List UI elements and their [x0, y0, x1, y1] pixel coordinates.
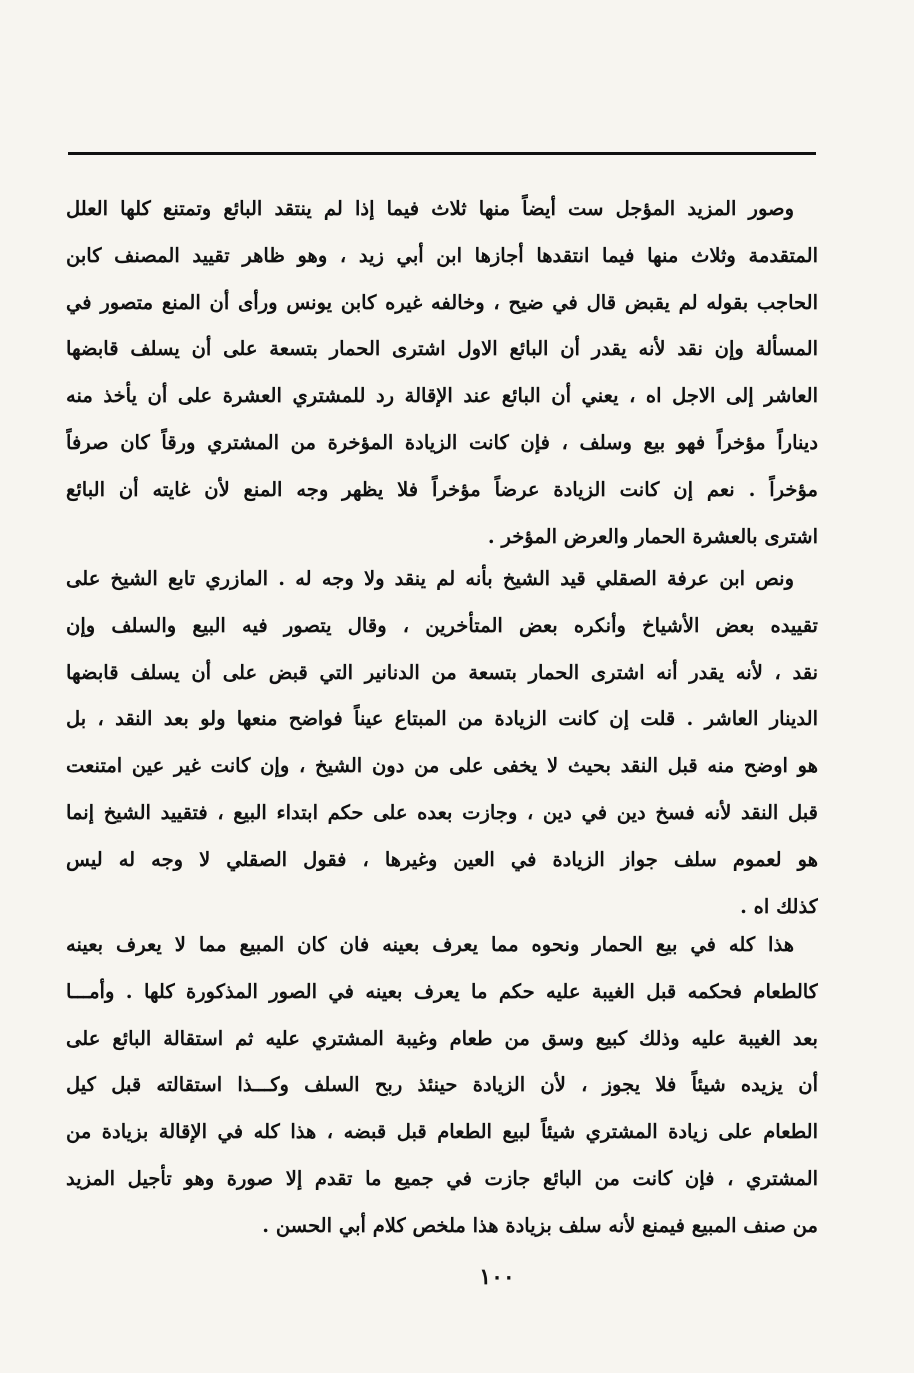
text-line: مؤخراً . نعم إن كانت الزيادة عرضاً مؤخراً فلا يظهر وجه المنع لأن غايته أن البائع [66, 477, 818, 501]
page-number: ١٠٠ [479, 1264, 515, 1290]
text-line: الحاجب بقوله لم يقبض قال في ضيح ، وخالفه غيره كابن يونس ورأى أن المنع متصور في [66, 290, 818, 314]
text-line: قبل النقد لأنه فسخ دين في دين ، وجازت بعده على حكم ابتداء البيع ، فتقييد الشيخ إنما [66, 800, 818, 824]
text-line: وصور المزيد المؤجل ست أيضاً منها ثلاث فيما إذا لم ينتقد البائع وتمتنع كلها العلل [66, 197, 794, 220]
text-line: العاشر إلى الاجل اه ، يعني أن البائع عند الإقالة رد للمشتري العشرة على أن يأخذ منه [66, 384, 818, 408]
header-rule [68, 152, 816, 155]
text-line: أن يزيده شيئاً فلا يجوز ، لأن الزيادة حينئذ ربح السلف وكـــذا استقالته قبل كيل [66, 1073, 818, 1097]
paragraph-2 [66, 556, 818, 930]
text-line: المسألة وإن نقد لأنه يقدر أن البائع الاول اشترى الحمار بتسعة على أن يسلف قابضها [66, 337, 818, 361]
text-line: كذلك اه . [740, 894, 818, 918]
text-line: تقييده بعض الأشياخ وأنكره بعض المتأخرين ، وقال يتصور فيه البيع والسلف وإن [66, 613, 818, 637]
text-line: ونص ابن عرفة الصقلي قيد الشيخ بأنه لم ينقد ولا وجه له . المازري تابع الشيخ على [66, 567, 794, 590]
text-line: المشتري ، فإن كانت من البائع جازت في جميع ما تقدم إلا صورة وهو تأجيل المزيد [66, 1166, 818, 1190]
text-line: المتقدمة وثلاث منها فيما انتقدها أجازها ابن أبي زيد ، وهو ظاهر تقييد المصنف كابن [66, 243, 818, 267]
text-line: ديناراً مؤخراً فهو بيع وسلف ، فإن كانت الزيادة المؤخرة من المشتري ورقاً كان صرفاً [66, 430, 818, 454]
text-line: هو اوضح منه قبل النقد بحيث لا يخفى على من دون الشيخ ، وإن كانت غير عين امتنعت [66, 754, 818, 778]
text-line: اشترى بالعشرة الحمار والعرض المؤخر . [487, 524, 818, 548]
text-line: من صنف المبيع فيمنع لأنه سلف بزيادة هذا ملخص كلام أبي الحسن . [262, 1213, 818, 1237]
paragraph-1 [66, 186, 818, 560]
text-line: هو لعموم سلف جواز الزيادة في العين وغيرها ، فقول الصقلي لا وجه له ليس [66, 847, 818, 871]
text-line: هذا كله في بيع الحمار ونحوه مما يعرف بعينه فان كان المبيع مما لا يعرف بعينه [66, 933, 794, 956]
text-line: الطعام على زيادة المشتري شيئاً لبيع الطعام قبل قبضه ، هذا كله في الإقالة بزيادة من [66, 1120, 818, 1144]
text-line: نقد ، لأنه يقدر أنه اشترى الحمار بتسعة من الدنانير التي قبض على أن يسلف قابضها [66, 660, 818, 684]
text-line: كالطعام فحكمه قبل الغيبة عليه حكم ما يعرف بعينه في الصور المذكورة كلها . وأمـــا [66, 979, 818, 1003]
text-line: الدينار العاشر . قلت إن كانت الزيادة من المبتاع عيناً فواضح منعها ولو بعد النقد ، بل [66, 707, 818, 731]
paragraph-3 [66, 922, 818, 1250]
text-line: بعد الغيبة عليه وذلك كبيع وسق من طعام وغيبة المشتري عليه ثم استقالة البائع على [66, 1026, 818, 1050]
